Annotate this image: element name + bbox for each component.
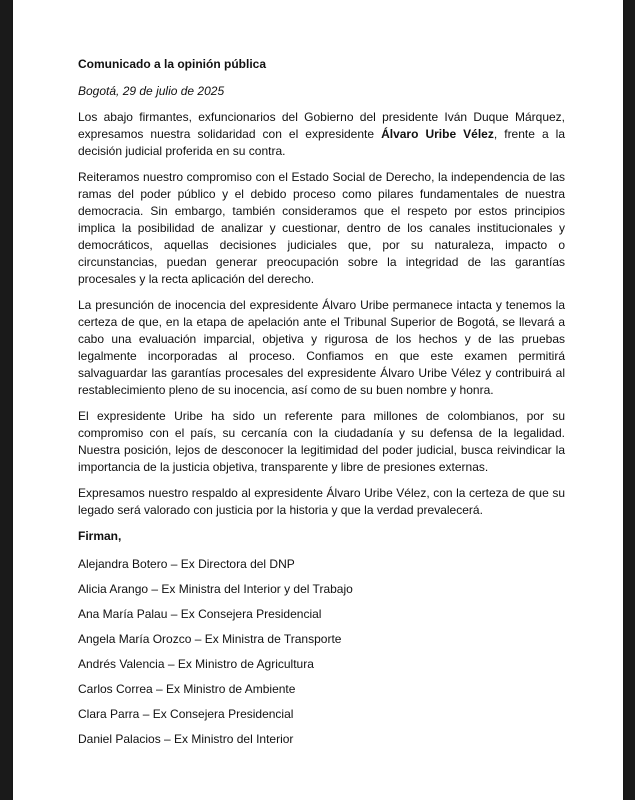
signer-item: Daniel Palacios – Ex Ministro del Interior xyxy=(78,732,294,746)
paragraph-1-text-a: Los abajo firmantes, exfuncionarios del Gobierno del presidente Iván Duque Márquez, expresamos nuestra solidaridad con el expresidente xyxy=(78,110,565,141)
document-page xyxy=(13,0,623,800)
signer-item: Angela María Orozco – Ex Ministra de Transporte xyxy=(78,632,342,646)
document-date: Bogotá, 29 de julio de 2025 xyxy=(78,84,225,98)
paragraph-3: La presunción de inocencia del expresidente Álvaro Uribe permanece intacta y tenemos la certeza de que, en la etapa de apelación ante el Tribunal Superior de Bogotá, se llevará a cabo una evaluación imparcial, objetiva y rigurosa de los hechos y de las pruebas legalmente incorporadas al proceso. Confiamos en que este examen permitirá salvaguardar las garantías procesales del expresidente Álvaro Uribe Vélez y contribuirá al restablecimiento pleno de su inocencia, así como de su buen nombre y honra. xyxy=(78,298,565,397)
paragraph-1 xyxy=(78,109,565,160)
signer-item: Clara Parra – Ex Consejera Presidencial xyxy=(78,707,294,721)
document-title: Comunicado a la opinión pública xyxy=(78,57,267,71)
signer-item: Alicia Arango – Ex Ministra del Interior y del Trabajo xyxy=(78,582,353,596)
signer-item: Ana María Palau – Ex Consejera Presidencial xyxy=(78,607,322,621)
signer-item: Alejandra Botero – Ex Directora del DNP xyxy=(78,557,295,571)
paragraph-1-text-b: , frente a la decisión judicial proferida en su contra. xyxy=(78,127,566,158)
paragraph-1-bold-name: Álvaro Uribe Vélez xyxy=(381,127,494,141)
paragraph-4: El expresidente Uribe ha sido un referente para millones de colombianos, por su compromiso con el país, su cercanía con la ciudadanía y su defensa de la legalidad. Nuestra posición, lejos de desconocer la legitimidad del poder judicial, busca reivindicar la importancia de la justicia objetiva, transparente y libre de presiones externas. xyxy=(78,409,565,474)
signer-item: Carlos Correa – Ex Ministro de Ambiente xyxy=(78,682,296,696)
signers-heading: Firman, xyxy=(78,529,122,543)
signers-list xyxy=(78,556,565,748)
paragraph-2: Reiteramos nuestro compromiso con el Estado Social de Derecho, la independencia de las ramas del poder público y el debido proceso como pilares fundamentales de nuestra democracia. Sin embargo, también consideramos que el respeto por estos principios implica la posibilidad de analizar y cuestionar, dentro de los canales institucionales y democráticos, aquellas decisiones judiciales que, por su naturaleza, impacto o circunstancias, puedan generar preocupación sobre la integridad de las garantías procesales y la recta aplicación del derecho. xyxy=(78,170,565,286)
document-content xyxy=(78,56,565,756)
paragraph-5: Expresamos nuestro respaldo al expresidente Álvaro Uribe Vélez, con la certeza de que su legado será valorado con justicia por la historia y que la verdad prevalecerá. xyxy=(78,486,565,517)
signer-item: Andrés Valencia – Ex Ministro de Agricultura xyxy=(78,657,314,671)
